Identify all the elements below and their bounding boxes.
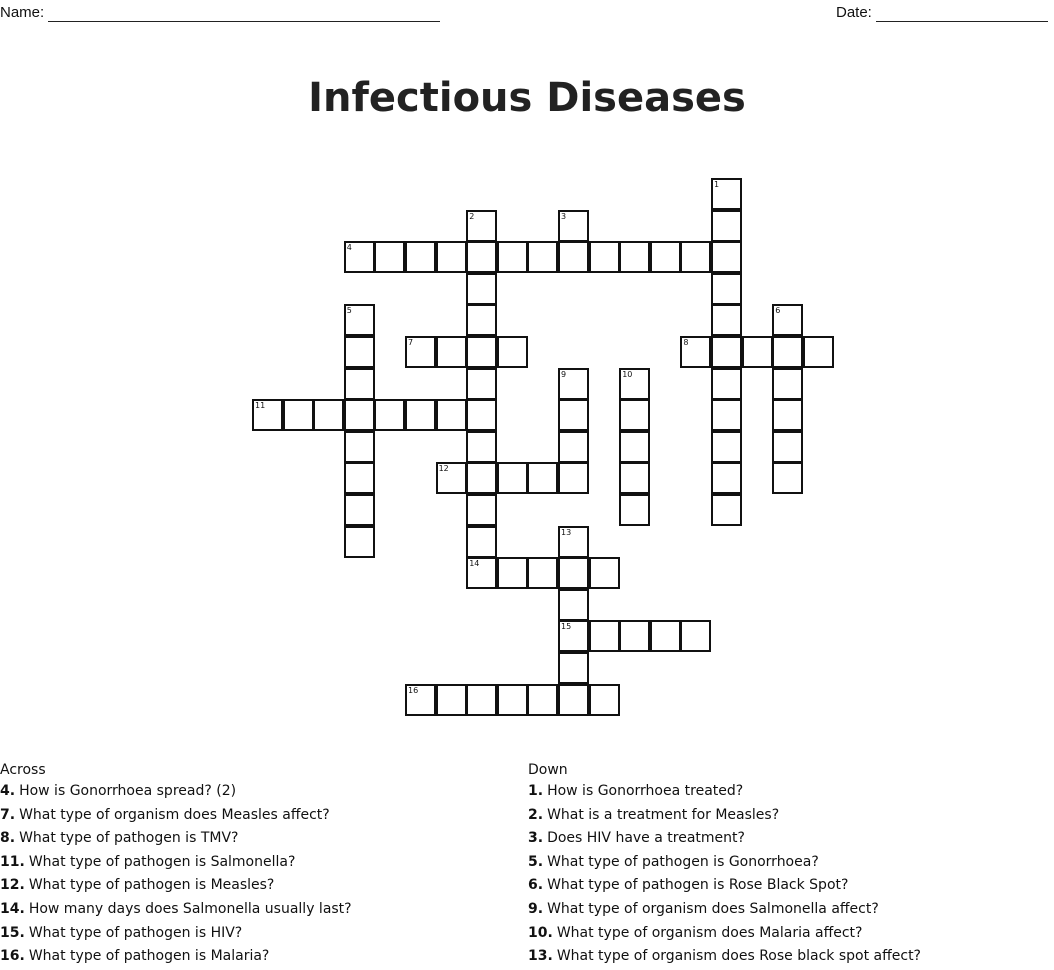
crossword-cell[interactable] bbox=[619, 399, 650, 431]
clue-item bbox=[528, 898, 921, 922]
clue-item bbox=[528, 922, 921, 946]
crossword-cell[interactable] bbox=[405, 336, 436, 368]
cell-number: 9 bbox=[561, 369, 567, 379]
crossword-cell[interactable] bbox=[711, 494, 742, 526]
cell-number: 11 bbox=[255, 401, 266, 411]
clue-item bbox=[0, 780, 352, 804]
cell-number: 13 bbox=[561, 527, 572, 537]
crossword-cell[interactable] bbox=[497, 557, 528, 589]
clue-item bbox=[0, 827, 352, 851]
name-label: Name: bbox=[0, 4, 45, 21]
crossword-cell[interactable] bbox=[711, 273, 742, 305]
crossword-cell[interactable] bbox=[466, 304, 497, 336]
clue-item bbox=[0, 898, 352, 922]
crossword-cell[interactable] bbox=[466, 431, 497, 463]
across-heading: Across bbox=[0, 762, 46, 778]
crossword-cell[interactable] bbox=[344, 336, 375, 368]
cell-number: 2 bbox=[469, 211, 475, 221]
clue-item bbox=[528, 851, 921, 875]
crossword-cell[interactable] bbox=[466, 336, 497, 368]
clue-number: 7. bbox=[0, 806, 16, 823]
clue-text: How is Gonorrhoea treated? bbox=[547, 783, 744, 799]
crossword-cell[interactable] bbox=[436, 462, 467, 494]
crossword-cell[interactable] bbox=[772, 336, 803, 368]
clue-item bbox=[528, 874, 921, 898]
crossword-cell[interactable] bbox=[466, 210, 497, 242]
down-clues bbox=[528, 760, 921, 969]
cell-number: 8 bbox=[683, 338, 689, 347]
clue-text: What type of organism does Measles affect? bbox=[19, 806, 330, 823]
across-clue-list bbox=[0, 780, 352, 969]
crossword-cell[interactable] bbox=[558, 241, 589, 273]
crossword-cell[interactable] bbox=[405, 399, 436, 431]
crossword-cell[interactable] bbox=[680, 620, 711, 652]
clue-item bbox=[0, 874, 352, 898]
cell-number: 15 bbox=[561, 622, 572, 632]
crossword-cell[interactable] bbox=[680, 336, 711, 368]
crossword-cell[interactable] bbox=[527, 462, 558, 494]
crossword-cell[interactable] bbox=[711, 462, 742, 494]
crossword-cell[interactable] bbox=[466, 399, 497, 431]
crossword-cell[interactable] bbox=[650, 620, 681, 652]
crossword-cell[interactable] bbox=[374, 241, 405, 273]
cell-number: 16 bbox=[408, 685, 419, 695]
cell-number: 3 bbox=[561, 211, 567, 221]
crossword-cell[interactable] bbox=[344, 494, 375, 526]
crossword-cell[interactable] bbox=[466, 526, 497, 558]
date-blank-line[interactable] bbox=[876, 7, 1048, 22]
date-field[interactable] bbox=[836, 4, 1048, 22]
clue-number: 5. bbox=[528, 853, 544, 870]
crossword-cell[interactable] bbox=[558, 652, 589, 684]
clue-text: What type of pathogen is Malaria? bbox=[28, 948, 270, 965]
cell-number: 6 bbox=[775, 306, 781, 316]
cell-number: 1 bbox=[714, 180, 720, 189]
crossword-cell[interactable] bbox=[344, 368, 375, 400]
cell-number: 12 bbox=[438, 464, 449, 474]
clue-number: 9. bbox=[528, 900, 544, 917]
crossword-cell[interactable] bbox=[803, 336, 834, 368]
clue-item bbox=[0, 804, 352, 828]
name-blank-line[interactable] bbox=[48, 7, 440, 22]
clue-number: 12. bbox=[0, 877, 25, 894]
name-field[interactable] bbox=[0, 4, 440, 22]
crossword-cell[interactable] bbox=[619, 368, 650, 400]
crossword-cell[interactable] bbox=[405, 684, 436, 716]
clue-text: Does HIV have a treatment? bbox=[547, 830, 745, 847]
clue-text: How many days does Salmonella usually last? bbox=[28, 900, 352, 917]
crossword-cell[interactable] bbox=[374, 399, 405, 431]
crossword-cell[interactable] bbox=[436, 241, 467, 273]
cell-number: 4 bbox=[346, 243, 352, 253]
crossword-cell[interactable] bbox=[711, 431, 742, 463]
crossword-cell[interactable] bbox=[589, 620, 620, 652]
crossword-cell[interactable] bbox=[344, 431, 375, 463]
crossword-cell[interactable] bbox=[558, 462, 589, 494]
clue-item bbox=[528, 804, 921, 828]
clue-number: 10. bbox=[528, 924, 553, 941]
clue-number: 13. bbox=[528, 948, 553, 965]
crossword-cell[interactable] bbox=[711, 336, 742, 368]
clue-number: 14. bbox=[0, 900, 25, 917]
crossword-cell[interactable] bbox=[619, 241, 650, 273]
crossword-cell[interactable] bbox=[711, 368, 742, 400]
clue-number: 2. bbox=[528, 806, 544, 823]
crossword-cell[interactable] bbox=[558, 431, 589, 463]
crossword-cell[interactable] bbox=[313, 399, 344, 431]
crossword-cell[interactable] bbox=[619, 462, 650, 494]
cell-number: 5 bbox=[346, 306, 352, 316]
cell-number: 10 bbox=[622, 369, 633, 379]
crossword-cell[interactable] bbox=[527, 684, 558, 716]
crossword-cell[interactable] bbox=[283, 399, 314, 431]
crossword-cell[interactable] bbox=[497, 462, 528, 494]
crossword-cell[interactable] bbox=[772, 462, 803, 494]
crossword-cell[interactable] bbox=[466, 368, 497, 400]
clue-item bbox=[528, 827, 921, 851]
clue-text: What type of pathogen is HIV? bbox=[28, 924, 243, 941]
crossword-cell[interactable] bbox=[344, 526, 375, 558]
clue-number: 15. bbox=[0, 924, 25, 941]
clue-text: What type of organism does Salmonella affect? bbox=[547, 900, 879, 917]
crossword-cell[interactable] bbox=[344, 241, 375, 273]
crossword-cell[interactable] bbox=[619, 431, 650, 463]
clue-item bbox=[0, 945, 352, 969]
crossword-cell[interactable] bbox=[344, 462, 375, 494]
crossword-cell[interactable] bbox=[436, 399, 467, 431]
crossword-cell[interactable] bbox=[436, 684, 467, 716]
clue-number: 4. bbox=[0, 783, 16, 799]
crossword-cell[interactable] bbox=[558, 526, 589, 558]
clue-text: What is a treatment for Measles? bbox=[547, 806, 780, 823]
crossword-cell[interactable] bbox=[466, 557, 497, 589]
crossword-cell[interactable] bbox=[711, 304, 742, 336]
crossword-cell[interactable] bbox=[772, 399, 803, 431]
clue-item bbox=[0, 922, 352, 946]
crossword-cell[interactable] bbox=[619, 620, 650, 652]
crossword-cell[interactable] bbox=[497, 336, 528, 368]
crossword-cell[interactable] bbox=[650, 241, 681, 273]
crossword-cell[interactable] bbox=[466, 462, 497, 494]
crossword-cell[interactable] bbox=[558, 557, 589, 589]
crossword-cell[interactable] bbox=[558, 620, 589, 652]
crossword-cell[interactable] bbox=[558, 210, 589, 242]
crossword-cell[interactable] bbox=[619, 494, 650, 526]
crossword-cell[interactable] bbox=[497, 241, 528, 273]
page-title: Infectious Diseases bbox=[308, 74, 746, 121]
crossword-cell[interactable] bbox=[558, 399, 589, 431]
crossword-cell[interactable] bbox=[589, 241, 620, 273]
crossword-cell[interactable] bbox=[589, 684, 620, 716]
clue-text: What type of pathogen is Rose Black Spot? bbox=[547, 877, 849, 894]
clue-text: How is Gonorrhoea spread? (2) bbox=[19, 783, 237, 799]
crossword-cell[interactable] bbox=[558, 684, 589, 716]
clue-text: What type of pathogen is Gonorrhoea? bbox=[547, 853, 819, 870]
crossword-cell[interactable] bbox=[527, 241, 558, 273]
clue-item bbox=[0, 851, 352, 875]
crossword-cell[interactable] bbox=[589, 557, 620, 589]
crossword-cell[interactable] bbox=[405, 241, 436, 273]
clue-item bbox=[528, 945, 921, 969]
down-clue-list bbox=[528, 780, 921, 969]
crossword-cell[interactable] bbox=[680, 241, 711, 273]
crossword-cell[interactable] bbox=[711, 178, 742, 210]
crossword-cell[interactable] bbox=[711, 210, 742, 242]
date-label: Date: bbox=[836, 4, 872, 21]
clue-number: 11. bbox=[0, 853, 25, 870]
crossword-cell[interactable] bbox=[527, 557, 558, 589]
crossword-cell[interactable] bbox=[466, 273, 497, 305]
crossword-cell[interactable] bbox=[466, 241, 497, 273]
crossword-cell[interactable] bbox=[711, 241, 742, 273]
crossword-cell[interactable] bbox=[497, 684, 528, 716]
clue-number: 6. bbox=[528, 877, 544, 894]
crossword-cell[interactable] bbox=[711, 399, 742, 431]
crossword-cell[interactable] bbox=[772, 368, 803, 400]
crossword-cell[interactable] bbox=[436, 336, 467, 368]
down-heading: Down bbox=[528, 762, 568, 778]
clue-text: What type of pathogen is Salmonella? bbox=[28, 853, 296, 870]
crossword-cell[interactable] bbox=[466, 494, 497, 526]
clue-text: What type of organism does Rose black spot affect? bbox=[556, 948, 921, 965]
crossword-cell[interactable] bbox=[466, 684, 497, 716]
clue-number: 16. bbox=[0, 948, 25, 965]
crossword-cell[interactable] bbox=[772, 304, 803, 336]
crossword-cell[interactable] bbox=[344, 399, 375, 431]
clue-text: What type of pathogen is Measles? bbox=[28, 877, 275, 894]
cell-number: 7 bbox=[408, 338, 414, 347]
crossword-cell[interactable] bbox=[742, 336, 773, 368]
clue-text: What type of pathogen is TMV? bbox=[19, 830, 239, 847]
clue-text: What type of organism does Malaria affect? bbox=[556, 924, 863, 941]
crossword-cell[interactable] bbox=[344, 304, 375, 336]
across-clues bbox=[0, 760, 352, 969]
crossword-cell[interactable] bbox=[252, 399, 283, 431]
crossword-cell[interactable] bbox=[558, 368, 589, 400]
cell-number: 14 bbox=[469, 559, 480, 569]
clue-number: 8. bbox=[0, 830, 16, 847]
clue-number: 3. bbox=[528, 830, 544, 847]
clue-number: 1. bbox=[528, 783, 544, 799]
clue-item bbox=[528, 780, 921, 804]
crossword-cell[interactable] bbox=[772, 431, 803, 463]
crossword-cell[interactable] bbox=[558, 589, 589, 621]
